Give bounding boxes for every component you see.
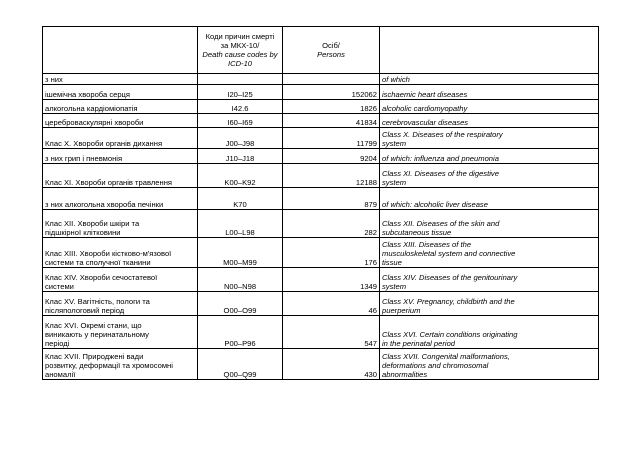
header-code-line-4: ICD-10 (227, 59, 253, 68)
cause-ua-line: Клас Х. Хвороби органів дихання (45, 139, 163, 148)
table-row (43, 210, 599, 238)
cause-ua-cell (43, 164, 198, 188)
cause-ua-cell (43, 210, 198, 238)
icd-code-cell: P00–P96 (198, 316, 283, 349)
cause-en-line: subcutaneous tissue (382, 228, 452, 237)
persons-count-cell (283, 74, 380, 85)
persons-count-cell: 152062 (283, 85, 380, 100)
cause-en-cell (380, 74, 599, 85)
table-row (43, 292, 599, 316)
header-cause-ua (43, 27, 198, 74)
persons-count-cell: 12188 (283, 164, 380, 188)
cause-en-cell (380, 188, 599, 210)
cause-en-line: alcoholic cardiomyopathy (382, 104, 468, 113)
cause-en-cell (380, 149, 599, 164)
table-row (43, 74, 599, 85)
table-row (43, 268, 599, 292)
table-row (43, 316, 599, 349)
cause-ua-line: Клас ХІІІ. Хвороби кістково-м'язової (45, 249, 172, 258)
cause-en-line: deformations and chromosomal (382, 361, 489, 370)
icd-code-cell (198, 74, 283, 85)
cause-ua-line: Клас XV. Вагітність, пологи та (45, 297, 150, 306)
cause-ua-line: розвитку, деформації та хромосомні (45, 361, 173, 370)
persons-count-cell: 1349 (283, 268, 380, 292)
cause-ua-cell (43, 128, 198, 149)
icd-code-cell: J10–J18 (198, 149, 283, 164)
table-row (43, 100, 599, 114)
cause-en-line: abnormalities (382, 370, 428, 379)
cause-en-line: puerperium (382, 306, 421, 315)
icd-code-cell: Q00–Q99 (198, 349, 283, 380)
cause-ua-line: Клас ХІ. Хвороби органів травлення (45, 178, 172, 187)
cause-ua-line: підшкірної клітковини (45, 228, 121, 237)
header-persons (283, 27, 380, 74)
header-row (43, 27, 599, 74)
icd-code-cell: M00–M99 (198, 238, 283, 268)
cause-en-line: musculoskeletal system and connective (382, 249, 516, 258)
cause-en-line: Class XV. Pregnancy, childbirth and the (382, 297, 515, 306)
cause-en-cell (380, 128, 599, 149)
cause-en-cell (380, 268, 599, 292)
cause-ua-cell (43, 268, 198, 292)
cause-en-line: Class XVI. Certain conditions originating (382, 330, 518, 339)
persons-count-cell: 46 (283, 292, 380, 316)
cause-ua-cell (43, 238, 198, 268)
header-code-line-1: Коди причин смерті (205, 32, 275, 41)
cause-ua-cell (43, 149, 198, 164)
icd-code-cell: N00–N98 (198, 268, 283, 292)
cause-ua-cell (43, 85, 198, 100)
persons-count-cell: 1826 (283, 100, 380, 114)
cause-ua-line: з них грип і пневмонія (45, 154, 123, 163)
persons-count-cell: 547 (283, 316, 380, 349)
persons-count-cell: 11799 (283, 128, 380, 149)
cause-en-cell (380, 114, 599, 128)
header-code-line-2: за МКХ-10/ (220, 41, 260, 50)
cause-en-line: in the perinatal period (382, 339, 456, 348)
header-icd-codes (198, 27, 283, 74)
cause-en-line: system (382, 282, 407, 291)
icd-code-cell: K00–K92 (198, 164, 283, 188)
cause-en-line: Class XI. Diseases of the digestive (382, 169, 499, 178)
cause-en-cell (380, 164, 599, 188)
table-row (43, 85, 599, 100)
cause-ua-cell (43, 316, 198, 349)
persons-count-cell: 879 (283, 188, 380, 210)
table-row (43, 349, 599, 380)
cause-en-line: of which (382, 75, 410, 84)
cause-en-cell (380, 85, 599, 100)
table-row (43, 128, 599, 149)
cause-en-line: ischaemic heart diseases (382, 90, 468, 99)
cause-en-line: system (382, 139, 407, 148)
header-persons-ua: Осіб/ (322, 41, 340, 50)
icd-code-cell: I60–I69 (198, 114, 283, 128)
table-row (43, 188, 599, 210)
icd-code-cell: L00–L98 (198, 210, 283, 238)
table-body (43, 27, 599, 380)
icd-code-cell: K70 (198, 188, 283, 210)
cause-en-line: tissue (382, 258, 402, 267)
table-row (43, 149, 599, 164)
cause-en-cell (380, 316, 599, 349)
icd-code-cell: J00–J98 (198, 128, 283, 149)
table-row (43, 164, 599, 188)
cause-en-line: of which: alcoholic liver disease (382, 200, 488, 209)
cause-en-cell (380, 349, 599, 380)
cause-ua-line: системи та сполучної тканини (45, 258, 151, 267)
mortality-table (42, 26, 599, 380)
cause-en-cell (380, 100, 599, 114)
cause-en-line: system (382, 178, 407, 187)
cause-ua-line: з них алкогольна хвороба печінки (45, 200, 164, 209)
cause-ua-cell (43, 100, 198, 114)
cause-ua-line: цереброваскулярні хвороби (45, 118, 144, 127)
cause-ua-line: Клас XIV. Хвороби сечостатевої (45, 273, 158, 282)
cause-ua-line: Клас XVII. Природжені вади (45, 352, 144, 361)
table-row (43, 114, 599, 128)
cause-ua-cell (43, 188, 198, 210)
table-row (43, 238, 599, 268)
cause-en-line: Class XII. Diseases of the skin and (382, 219, 500, 228)
cause-en-cell (380, 292, 599, 316)
persons-count-cell: 41834 (283, 114, 380, 128)
persons-count-cell: 9204 (283, 149, 380, 164)
cause-ua-line: алкогольна кардіоміопатія (45, 104, 138, 113)
cause-ua-line: ішемічна хвороба серця (45, 90, 131, 99)
cause-ua-line: аномалії (45, 370, 76, 379)
header-cause-en (380, 27, 599, 74)
cause-ua-cell (43, 114, 198, 128)
icd-code-cell: I42.6 (198, 100, 283, 114)
cause-ua-line: виникають у перинатальному (45, 330, 149, 339)
cause-ua-line: Клас XVI. Окремі стани, що (45, 321, 142, 330)
header-persons-en: Persons (317, 50, 345, 59)
cause-ua-line: Клас ХІІ. Хвороби шкіри та (45, 219, 140, 228)
icd-code-cell: I20–I25 (198, 85, 283, 100)
cause-en-line: Class X. Diseases of the respiratory (382, 130, 503, 139)
cause-en-line: of which: influenza and pneumonia (382, 154, 499, 163)
persons-count-cell: 282 (283, 210, 380, 238)
cause-en-line: Class XIV. Diseases of the genitourinary (382, 273, 518, 282)
persons-count-cell: 430 (283, 349, 380, 380)
cause-en-cell (380, 210, 599, 238)
cause-ua-cell (43, 292, 198, 316)
cause-ua-line: періоді (45, 339, 70, 348)
icd-code-cell: O00–O99 (198, 292, 283, 316)
persons-count-cell: 176 (283, 238, 380, 268)
header-code-line-3: Death cause codes by (202, 50, 278, 59)
cause-en-line: Class XVII. Congenital malformations, (382, 352, 510, 361)
cause-ua-line: системи (45, 282, 74, 291)
cause-ua-line: з них (45, 75, 63, 84)
cause-en-cell (380, 238, 599, 268)
cause-en-line: Class XIII. Diseases of the (382, 240, 472, 249)
cause-ua-cell (43, 74, 198, 85)
cause-en-line: cerebrovascular diseases (382, 118, 469, 127)
cause-ua-line: післяпологовий період (45, 306, 125, 315)
cause-ua-cell (43, 349, 198, 380)
